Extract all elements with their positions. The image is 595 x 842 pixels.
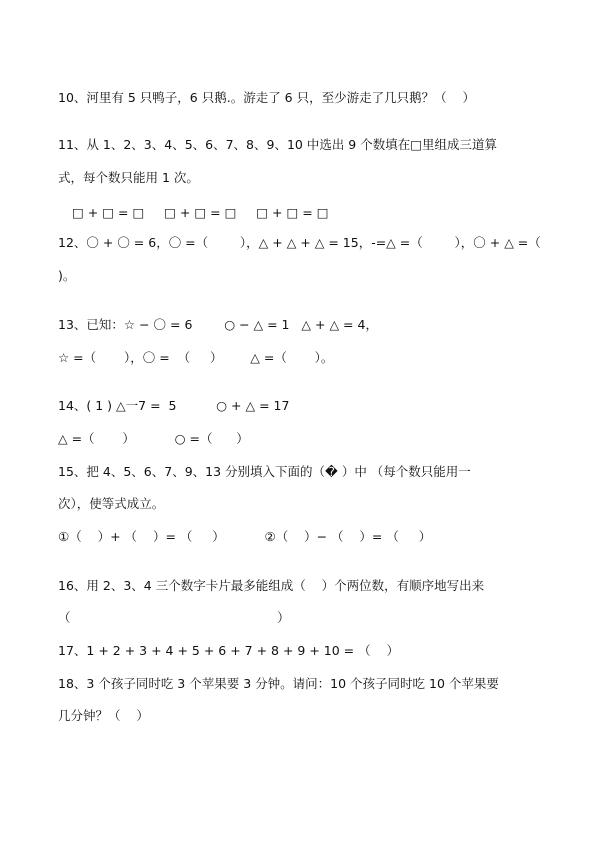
question-15-equations: ①（ ）+ （ ）= （ ） ②（ ）− （ ）= （ ）	[58, 529, 432, 544]
question-18-line-2: 几分钟？（ ）	[58, 708, 149, 723]
question-10-line-1: 10、河里有 5 只鸭子，6 只鹅.。游走了 6 只，至少游走了几只鹅？（ ）	[58, 90, 475, 105]
question-11-equations: □ + □ = □ □ + □ = □ □ + □ = □	[72, 205, 329, 220]
question-12-line-1: 12、〇 + 〇 = 6，〇 =（ ），△ + △ + △ = 15，-=△ =（ ），〇 + △ =（	[58, 235, 541, 250]
question-14-line-1: 14、( 1 ) △一7 = 5 ○ + △ = 17	[58, 398, 290, 413]
question-18-line-1: 18、3 个孩子同时吃 3 个苹果要 3 分钟。请问：10 个孩子同时吃 10 个苹果要	[58, 676, 499, 691]
question-15-line-2: 次），使等式成立。	[58, 496, 165, 511]
question-15-line-1: 15、把 4、5、6、7、9、13 分别填入下面的（� ）中 （每个数只能用一	[58, 464, 471, 479]
question-17-line-1: 17、1 + 2 + 3 + 4 + 5 + 6 + 7 + 8 + 9 + 10 = （ ）	[58, 643, 399, 658]
question-13-line-2: ☆ =（ ），〇 = （ ） △ =（ ）。	[58, 350, 334, 365]
question-11-line-2: 式，每个数只能用 1 次。	[58, 170, 199, 185]
question-12-line-2: )。	[58, 268, 76, 283]
question-16-line-2: （ ）	[58, 610, 290, 625]
question-16-line-1: 16、用 2、3、4 三个数字卡片最多能组成（ ）个两位数，有顺序地写出来	[58, 578, 485, 593]
question-13-line-1: 13、已知：☆ − 〇 = 6 ○ − △ = 1 △ + △ = 4，	[58, 317, 378, 332]
question-11-line-1: 11、从 1、2、3、4、5、6、7、8、9、10 中选出 9 个数填在□里组成三道算	[58, 137, 498, 152]
question-14-line-2: △ =（ ） ○ =（ ）	[58, 431, 249, 446]
